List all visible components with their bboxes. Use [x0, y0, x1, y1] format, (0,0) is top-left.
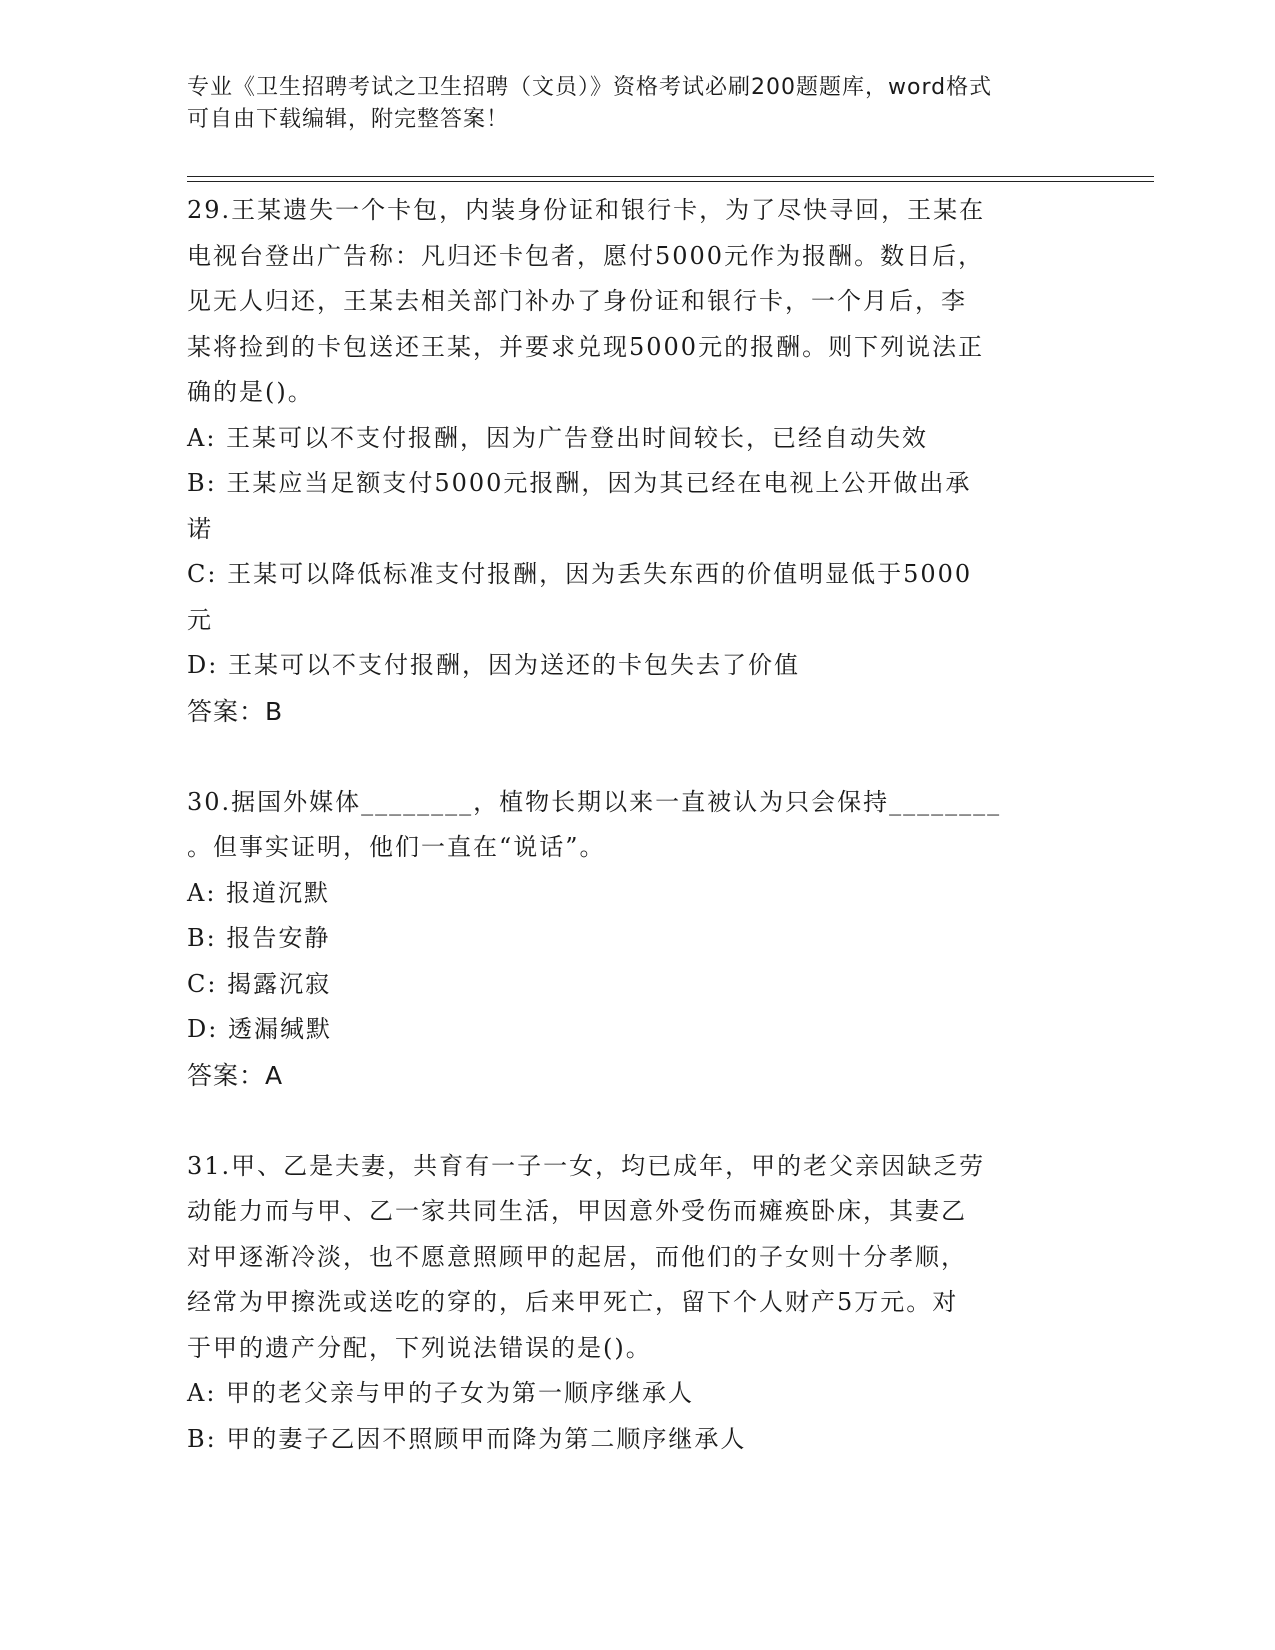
question-31 [187, 1144, 1087, 1463]
question-stem-line: 经常为甲擦洗或送吃的穿的，后来甲死亡，留下个人财产5万元。对 [187, 1288, 959, 1316]
question-stem-line: 对甲逐渐冷淡，也不愿意照顾甲的起居，而他们的子女则十分孝顺， [187, 1242, 967, 1271]
question-stem-line: 29.王某遗失一个卡包，内装身份证和银行卡，为了尽快寻回，王某在 [187, 196, 986, 224]
document-header [187, 72, 1067, 136]
option-a: A: 王某可以不支付报酬，因为广告登出时间较长，已经自动失效 [187, 423, 929, 452]
option-a: A: 甲的老父亲与甲的子女为第一顺序继承人 [187, 1379, 695, 1407]
question-stem-line: 电视台登出广告称：凡归还卡包者，愿付5000元作为报酬。数日后， [187, 241, 985, 270]
option-c: C: 揭露沉寂 [187, 969, 332, 998]
question-stem-line: 30.据国外媒体________，植物长期以来一直被认为只会保持________ [187, 787, 1002, 816]
header-rule [187, 181, 1154, 182]
option-b-continued: 诺 [187, 514, 213, 543]
option-c-continued: 元 [187, 605, 213, 634]
spacer [187, 734, 1087, 780]
option-b: B: 甲的妻子乙因不照顾甲而降为第二顺序继承人 [187, 1424, 747, 1453]
option-a: A: 报道沉默 [187, 878, 331, 907]
question-stem-line: 见无人归还，王某去相关部门补办了身份证和银行卡，一个月后，李 [187, 287, 967, 315]
spacer [187, 1098, 1087, 1144]
header-line: 专业《卫生招聘考试之卫生招聘（文员）》资格考试必刷200题题库，word格式 [187, 75, 993, 100]
question-stem-line: 动能力而与甲、乙一家共同生活，甲因意外受伤而瘫痪卧床，其妻乙 [187, 1197, 967, 1225]
question-30 [187, 780, 1087, 1099]
question-stem-line: 于甲的遗产分配，下列说法错误的是()。 [187, 1333, 652, 1362]
option-b: B: 报告安静 [187, 924, 331, 952]
option-b: B: 王某应当足额支付5000元报酬，因为其已经在电视上公开做出承 [187, 469, 972, 497]
answer-label: 答案：A [187, 1060, 284, 1090]
question-stem-line: 某将捡到的卡包送还王某，并要求兑现5000元的报酬。则下列说法正 [187, 332, 985, 361]
question-list [187, 188, 1087, 1462]
answer-label: 答案：B [187, 696, 284, 726]
option-d: D: 王某可以不支付报酬，因为送还的卡包失去了价值 [187, 651, 800, 679]
option-d: D: 透漏缄默 [187, 1015, 332, 1043]
question-stem-line: 。但事实证明，他们一直在“说话”。 [187, 833, 606, 861]
header-rule [187, 176, 1154, 177]
question-stem-line: 确的是()。 [187, 378, 314, 406]
option-c: C: 王某可以降低标准支付报酬，因为丢失东西的价值明显低于5000 [187, 560, 973, 588]
question-stem-line: 31.甲、乙是夫妻，共育有一子一女，均已成年，甲的老父亲因缺乏劳 [187, 1151, 986, 1180]
header-line: 可自由下载编辑，附完整答案！ [187, 107, 510, 132]
question-29 [187, 188, 1087, 734]
